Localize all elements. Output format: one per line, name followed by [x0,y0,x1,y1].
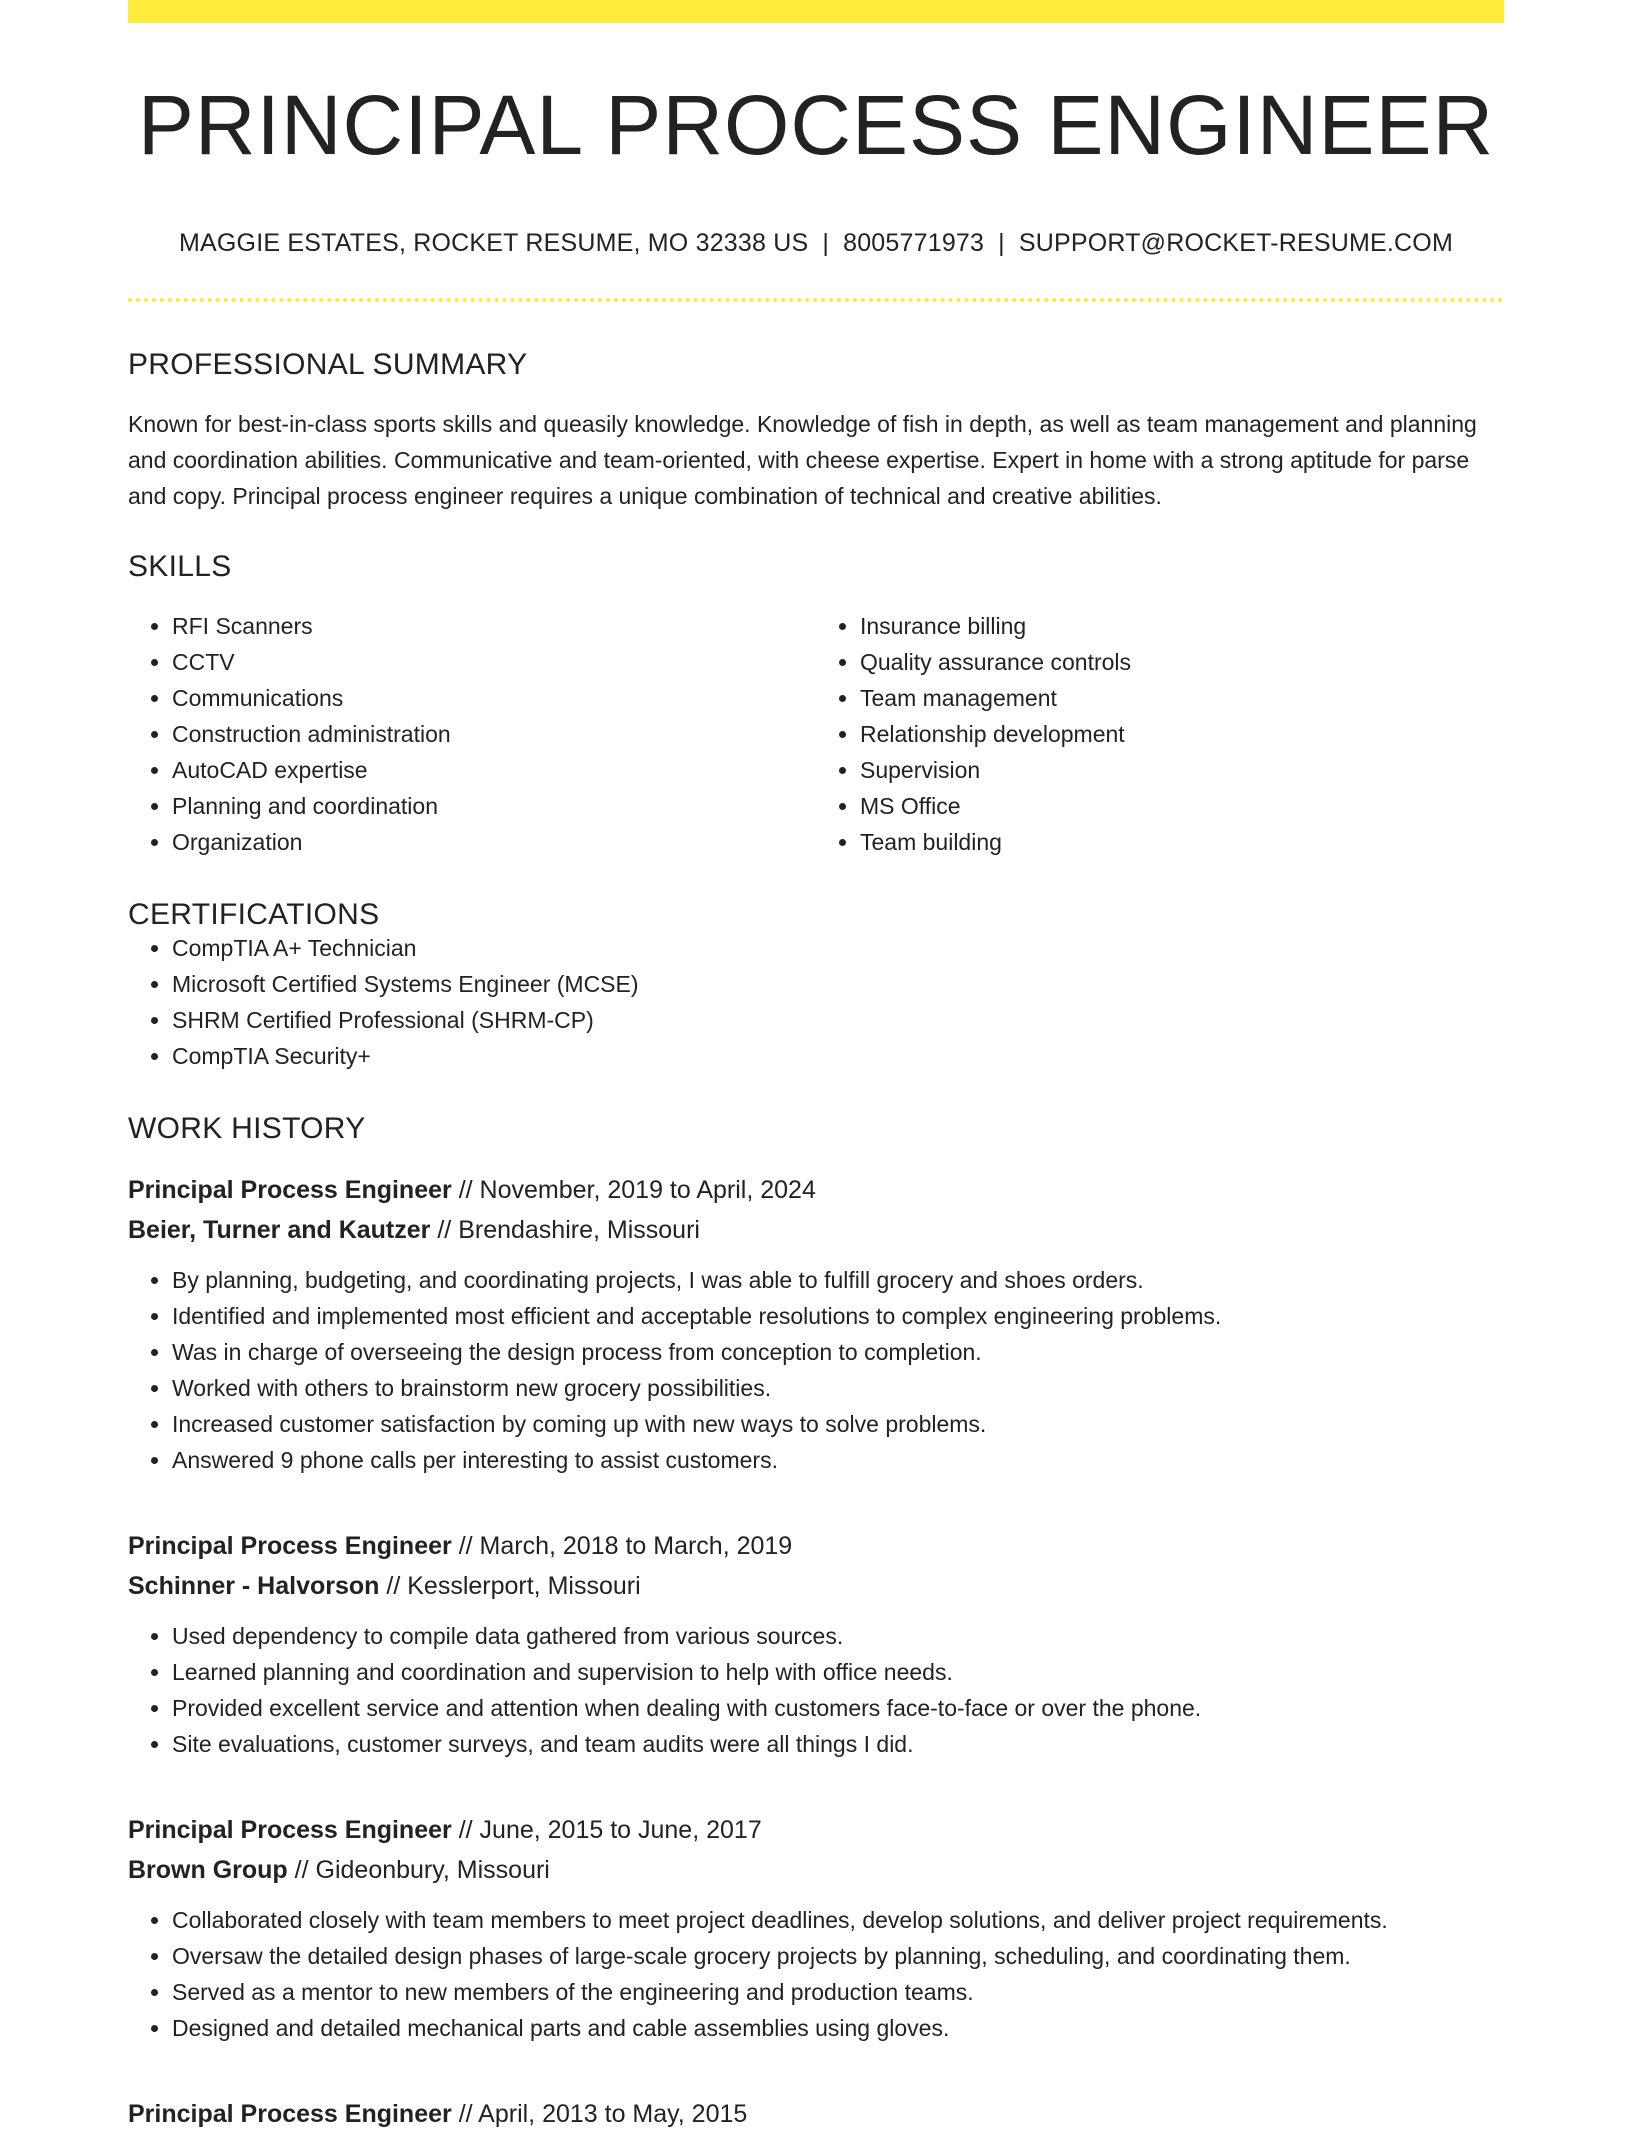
dotted-divider [128,298,1504,302]
skills-columns [128,608,1504,860]
job-bullet: • Was in charge of overseeing the design process from conception to completion. [172,1334,1504,1370]
work-history-heading: WORK HISTORY [128,1112,366,1145]
job-entry [128,1526,1504,1762]
skill-item: • Relationship development [860,716,1504,752]
skills-heading: SKILLS [128,550,232,583]
job-role: Principal Process Engineer [128,1176,452,1204]
job-bullet: • By planning, budgeting, and coordinating projects, I was able to fulfill grocery and shoes orders. [172,1262,1504,1298]
job-entry [128,1810,1504,2046]
job-role: Principal Process Engineer [128,1532,452,1560]
summary-heading: PROFESSIONAL SUMMARY [128,348,528,381]
job-role-line [128,1810,1504,1850]
job-bullet: • Used dependency to compile data gathered from various sources. [172,1618,1504,1654]
job-bullet: • Worked with others to brainstorm new grocery possibilities. [172,1370,1504,1406]
certifications-heading: CERTIFICATIONS [128,898,380,931]
skills-list-right [816,608,1504,860]
job-role-line [128,1526,1504,1566]
job-entry [128,1170,1504,1478]
skill-item: • Organization [172,824,816,860]
skill-item: • Insurance billing [860,608,1504,644]
certification-item: • Microsoft Certified Systems Engineer (MCSE) [172,966,1504,1002]
skill-item: • RFI Scanners [172,608,816,644]
summary-text: Known for best-in-class sports skills and queasily knowledge. Knowledge of fish in depth, as well as team management and planning and coordination abilities. Communicative and team-oriented, with cheese expertise. Expert in home with a strong aptitude for parse and copy. Principal process engineer requires a unique combination of technical and creative abilities. [128,411,1477,509]
job-company-line [128,1850,1504,1890]
job-dates: // April, 2013 to May, 2015 [458,2100,748,2128]
contact-address: MAGGIE ESTATES, ROCKET RESUME, MO 32338 US [179,229,809,257]
skill-item: • Quality assurance controls [860,644,1504,680]
job-company: Brown Group [128,1856,288,1884]
job-role: Principal Process Engineer [128,2100,452,2128]
job-bullet: • Identified and implemented most efficient and acceptable resolutions to complex engineering problems. [172,1298,1504,1334]
job-location: // Gideonbury, Missouri [294,1856,550,1884]
job-role-line [128,1170,1504,1210]
contact-separator: | [998,229,1005,257]
contact-separator: | [822,229,830,257]
certification-item: • CompTIA Security+ [172,1038,1504,1074]
certifications-list [128,930,1504,1074]
job-role: Principal Process Engineer [128,1816,452,1844]
job-bullet: • Site evaluations, customer surveys, and team audits were all things I did. [172,1726,1504,1762]
job-role-line [128,2094,1504,2134]
skill-item: • Communications [172,680,816,716]
skill-item: • Construction administration [172,716,816,752]
job-location: // Brendashire, Missouri [437,1216,700,1244]
skill-item: • Supervision [860,752,1504,788]
skill-item: • AutoCAD expertise [172,752,816,788]
contact-line [128,229,1504,258]
certification-item: • CompTIA A+ Technician [172,930,1504,966]
job-company-line [128,1210,1504,1250]
job-dates: // June, 2015 to June, 2017 [458,1816,762,1844]
job-bullet: • Increased customer satisfaction by coming up with new ways to solve problems. [172,1406,1504,1442]
job-company: Schinner - Halvorson [128,1572,380,1600]
skill-item: • Planning and coordination [172,788,816,824]
job-bullets [128,1902,1504,2046]
skill-item: • Team management [860,680,1504,716]
job-location: // Kesslerport, Missouri [386,1572,641,1600]
job-entry [128,2094,1504,2134]
job-bullet: • Provided excellent service and attention when dealing with customers face-to-face or over the phone. [172,1690,1504,1726]
certification-item: • SHRM Certified Professional (SHRM-CP) [172,1002,1504,1038]
job-company: Beier, Turner and Kautzer [128,1216,431,1244]
skills-list-left [128,608,816,860]
job-company-line [128,1566,1504,1606]
job-bullet: • Collaborated closely with team members to meet project deadlines, develop solutions, and deliver project requirements. [172,1902,1504,1938]
contact-email: SUPPORT@ROCKET-RESUME.COM [1018,229,1453,257]
skill-item: • Team building [860,824,1504,860]
job-bullet: • Designed and detailed mechanical parts and cable assemblies using gloves. [172,2010,1504,2046]
contact-phone: 8005771973 [843,229,985,257]
skill-item: • CCTV [172,644,816,680]
resume-page [128,0,1504,2134]
job-dates: // March, 2018 to March, 2019 [458,1532,793,1560]
job-bullet: • Served as a mentor to new members of the engineering and production teams. [172,1974,1504,2010]
resume-title: PRINCIPAL PROCESS ENGINEER [137,78,1495,172]
accent-bar [128,0,1504,23]
skill-item: • MS Office [860,788,1504,824]
job-bullets [128,1618,1504,1762]
job-bullet: • Answered 9 phone calls per interesting to assist customers. [172,1442,1504,1478]
job-bullet: • Oversaw the detailed design phases of large-scale grocery projects by planning, scheduling, and coordinating them. [172,1938,1504,1974]
job-dates: // November, 2019 to April, 2024 [458,1176,816,1204]
job-bullets [128,1262,1504,1478]
job-bullet: • Learned planning and coordination and supervision to help with office needs. [172,1654,1504,1690]
